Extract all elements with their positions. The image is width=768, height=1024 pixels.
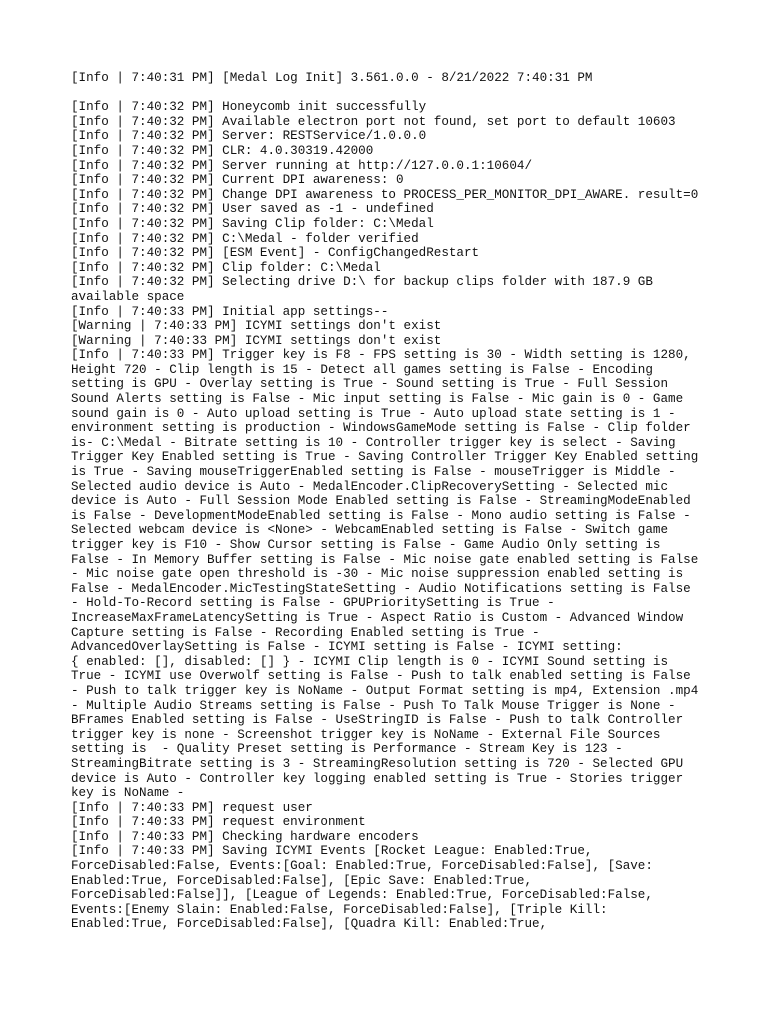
log-line: Height 720 - Clip length is 15 - Detect all games setting is False - Encoding [71,362,653,377]
log-line: - Mic noise gate open threshold is -30 - Mic noise suppression enabled setting is [71,567,684,582]
log-line: Trigger Key Enabled setting is True - Saving Controller Trigger Key Enabled setting [71,450,699,465]
log-line: [Info | 7:40:32 PM] Selecting drive D:\ for backup clips folder with 187.9 GB [71,275,653,290]
log-line: IncreaseMaxFrameLatencySetting is True - Aspect Ratio is Custom - Advanced Window [71,610,684,625]
log-line: Enabled:True, ForceDisabled:False], [Quadra Kill: Enabled:True, [71,917,548,932]
log-line: [Info | 7:40:33 PM] Initial app settings-- [71,304,389,319]
log-line: [Info | 7:40:32 PM] Change DPI awareness to PROCESS_PER_MONITOR_DPI_AWARE. result=0 [71,187,699,202]
log-line: - Multiple Audio Streams setting is False - Push To Talk Mouse Trigger is None - [71,698,676,713]
log-line: - Hold-To-Record setting is False - GPUPrioritySetting is True - [71,596,555,611]
log-line: Events:[Enemy Slain: Enabled:False, ForceDisabled:False], [Triple Kill: [71,902,608,917]
log-line: Capture setting is False - Recording Enabled setting is True - [71,625,540,640]
log-line: [Info | 7:40:32 PM] Honeycomb init successfully [71,100,427,115]
log-line [71,86,711,101]
log-line: [Info | 7:40:32 PM] Saving Clip folder: C:\Medal [71,216,434,231]
log-line: [Info | 7:40:33 PM] request user [71,800,313,815]
log-line: [Info | 7:40:33 PM] Checking hardware encoders [71,829,419,844]
log-line: setting is - Quality Preset setting is Performance - Stream Key is 123 - [71,742,623,757]
log-line: [Warning | 7:40:33 PM] ICYMI settings don't exist [71,319,442,334]
log-line: sound gain is 0 - Auto upload setting is True - Auto upload state setting is 1 - [71,406,676,421]
log-line: False - In Memory Buffer setting is False - Mic noise gate enabled setting is False [71,552,699,567]
log-line: is True - Saving mouseTriggerEnabled setting is False - mouseTrigger is Middle - [71,465,676,480]
log-line: trigger key is none - Screenshot trigger key is NoName - External File Sources [71,727,661,742]
log-line: Selected webcam device is <None> - WebcamEnabled setting is False - Switch game [71,523,669,538]
log-line: environment setting is production - WindowsGameMode setting is False - Clip folder [71,421,691,436]
log-line: [Warning | 7:40:33 PM] ICYMI settings don't exist [71,333,442,348]
log-line: { enabled: [], disabled: [] } - ICYMI Clip length is 0 - ICYMI Sound setting is [71,654,669,669]
log-line: is False - DevelopmentModeEnabled setting is False - Mono audio setting is False - [71,508,691,523]
log-line: BFrames Enabled setting is False - UseStringID is False - Push to talk Controller [71,713,684,728]
log-line: [Info | 7:40:32 PM] C:\Medal - folder verified [71,231,419,246]
log-line: Selected audio device is Auto - MedalEncoder.ClipRecoverySetting - Selected mic [71,479,669,494]
log-line: trigger key is F10 - Show Cursor setting is False - Game Audio Only setting is [71,538,661,552]
log-line: device is Auto - Full Session Mode Enabled setting is False - StreamingModeEnabled [71,494,691,509]
log-line: [Info | 7:40:33 PM] Trigger key is F8 - FPS setting is 30 - Width setting is 1280, [71,348,691,363]
log-line: [Info | 7:40:33 PM] request environment [71,815,366,830]
log-line: True - ICYMI use Overwolf setting is False - Push to talk enabled setting is False [71,669,691,684]
log-line: [Info | 7:40:33 PM] Saving ICYMI Events [Rocket League: Enabled:True, [71,844,593,859]
log-line: setting is GPU - Overlay setting is True - Sound setting is True - Full Session [71,377,669,392]
log-line: ForceDisabled:False]], [League of Legends: Enabled:True, ForceDisabled:False, [71,888,653,903]
log-text [71,71,711,932]
log-line: StreamingBitrate setting is 3 - StreamingResolution setting is 720 - Selected GPU [71,756,684,771]
log-line: False - MedalEncoder.MicTestingStateSetting - Audio Notifications setting is False [71,581,691,596]
log-line: - Push to talk trigger key is NoName - Output Format setting is mp4, Extension .mp4 [71,683,699,698]
log-line: Enabled:True, ForceDisabled:False], [Epic Save: Enabled:True, [71,873,533,888]
log-line: key is NoName - [71,786,185,801]
log-line: [Info | 7:40:31 PM] [Medal Log Init] 3.561.0.0 - 8/21/2022 7:40:31 PM [71,71,593,85]
log-line: [Info | 7:40:32 PM] Current DPI awareness: 0 [71,173,404,188]
log-line: [Info | 7:40:32 PM] Available electron port not found, set port to default 10603 [71,114,676,129]
log-line: [Info | 7:40:32 PM] Server: RESTService/1.0.0.0 [71,129,427,144]
log-line: Sound Alerts setting is False - Mic input setting is False - Mic gain is 0 - Game [71,392,684,407]
log-line: AdvancedOverlaySetting is False - ICYMI setting is False - ICYMI setting: [71,640,623,655]
log-line: [Info | 7:40:32 PM] Server running at http://127.0.0.1:10604/ [71,158,533,173]
log-line: [Info | 7:40:32 PM] [ESM Event] - ConfigChangedRestart [71,246,480,261]
log-line: [Info | 7:40:32 PM] User saved as -1 - undefined [71,202,434,217]
log-line: is- C:\Medal - Bitrate setting is 10 - Controller trigger key is select - Saving [71,435,676,450]
log-line: ForceDisabled:False, Events:[Goal: Enabled:True, ForceDisabled:False], [Save: [71,859,653,874]
log-line: [Info | 7:40:32 PM] Clip folder: C:\Medal [71,260,381,275]
log-line: device is Auto - Controller key logging enabled setting is True - Stories trigger [71,771,684,786]
log-line: [Info | 7:40:32 PM] CLR: 4.0.30319.42000 [71,143,374,158]
log-line: available space [71,289,185,304]
